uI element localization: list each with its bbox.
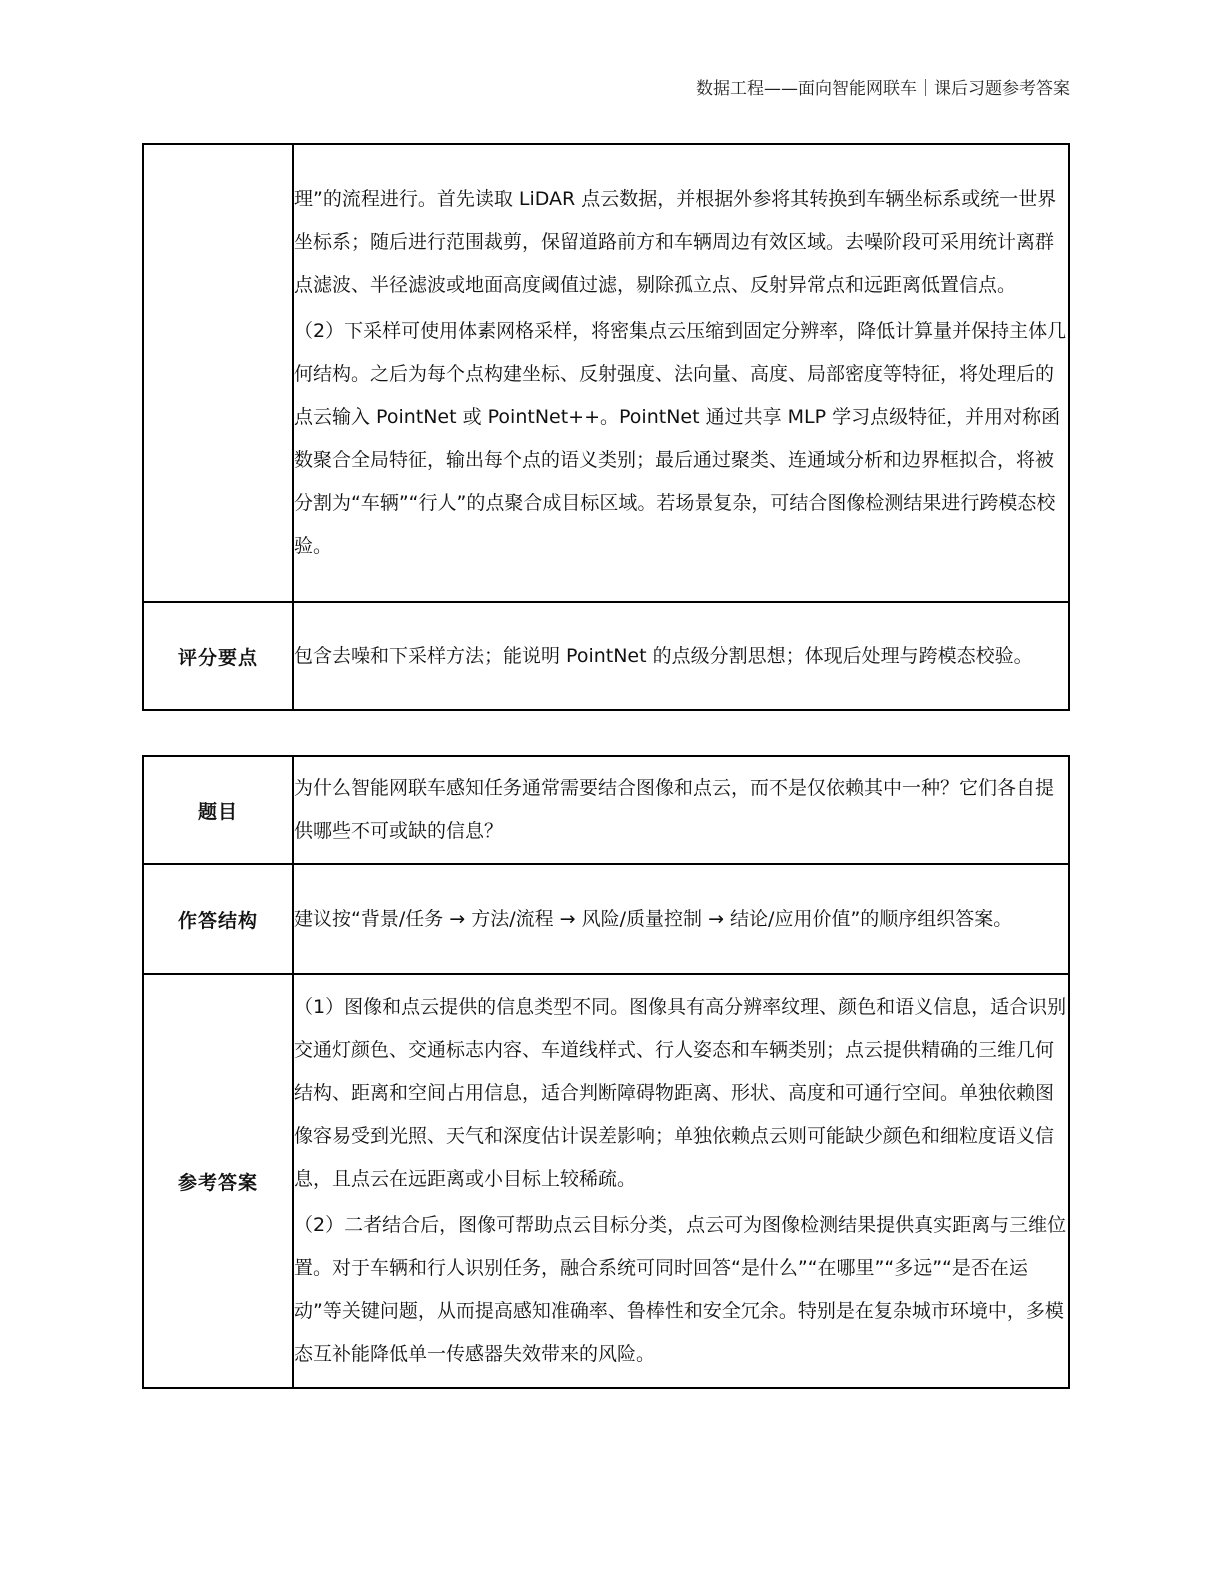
question-table — [142, 755, 1070, 1389]
table-row-answer — [143, 974, 1069, 1388]
empty-label-cell — [143, 144, 293, 602]
table-row-scoring — [143, 602, 1069, 710]
scoring-text: 包含去噪和下采样方法；能说明 PointNet 的点级分割思想；体现后处理与跨模态校验。 — [293, 602, 1069, 710]
question-text: 为什么智能网联车感知任务通常需要结合图像和点云，而不是仅依赖其中一种？它们各自提供哪些不可或缺的信息？ — [293, 756, 1069, 864]
answer-cell — [293, 974, 1069, 1388]
answer-paragraph: （2）下采样可使用体素网格采样，将密集点云压缩到固定分辨率，降低计算量并保持主体几何结构。之后为每个点构建坐标、反射强度、法向量、高度、局部密度等特征，将处理后的点云输入 PointNet 或 PointNet++。PointNet 通过共享 MLP 学习点级特征，并用对称函数聚合全局特征，输出每个点的语义类别；最后通过聚类、连通域分析和边界框拟合，将被分割为“车辆”“行人”的点聚合成目标区域。若场景复杂，可结合图像检测结果进行跨模态校验。 — [294, 320, 1067, 557]
answer-paragraph: 理”的流程进行。首先读取 LiDAR 点云数据，并根据外参将其转换到车辆坐标系或统一世界坐标系；随后进行范围裁剪，保留道路前方和车辆周边有效区域。去噪阶段可采用统计离群点滤波、半径滤波或地面高度阈值过滤，剔除孤立点、反射异常点和远距离低置信点。 — [294, 188, 1057, 296]
table-row-structure — [143, 864, 1069, 974]
table-row-question — [143, 756, 1069, 864]
answer-label: 参考答案 — [143, 974, 293, 1388]
structure-text: 建议按“背景/任务 → 方法/流程 → 风险/质量控制 → 结论/应用价值”的顺序组织答案。 — [293, 864, 1069, 974]
question-label: 题目 — [143, 756, 293, 864]
answer-paragraph: （1）图像和点云提供的信息类型不同。图像具有高分辨率纹理、颜色和语义信息，适合识别交通灯颜色、交通标志内容、车道线样式、行人姿态和车辆类别；点云提供精确的三维几何结构、距离和空间占用信息，适合判断障碍物距离、形状、高度和可通行空间。单独依赖图像容易受到光照、天气和深度估计误差影响；单独依赖点云则可能缺少颜色和细粒度语义信息，且点云在远距离或小目标上较稀疏。 — [294, 996, 1067, 1190]
table-row-answer-continued — [143, 144, 1069, 602]
page-header: 数据工程——面向智能网联车｜课后习题参考答案 — [696, 79, 1070, 99]
answer-table-continued — [142, 143, 1070, 711]
scoring-label: 评分要点 — [143, 602, 293, 710]
answer-continued-cell — [293, 144, 1069, 602]
answer-paragraph: （2）二者结合后，图像可帮助点云目标分类，点云可为图像检测结果提供真实距离与三维位置。对于车辆和行人识别任务，融合系统可同时回答“是什么”“在哪里”“多远”“是否在运动”等关键问题，从而提高感知准确率、鲁棒性和安全冗余。特别是在复杂城市环境中，多模态互补能降低单一传感器失效带来的风险。 — [294, 1214, 1067, 1365]
structure-label: 作答结构 — [143, 864, 293, 974]
